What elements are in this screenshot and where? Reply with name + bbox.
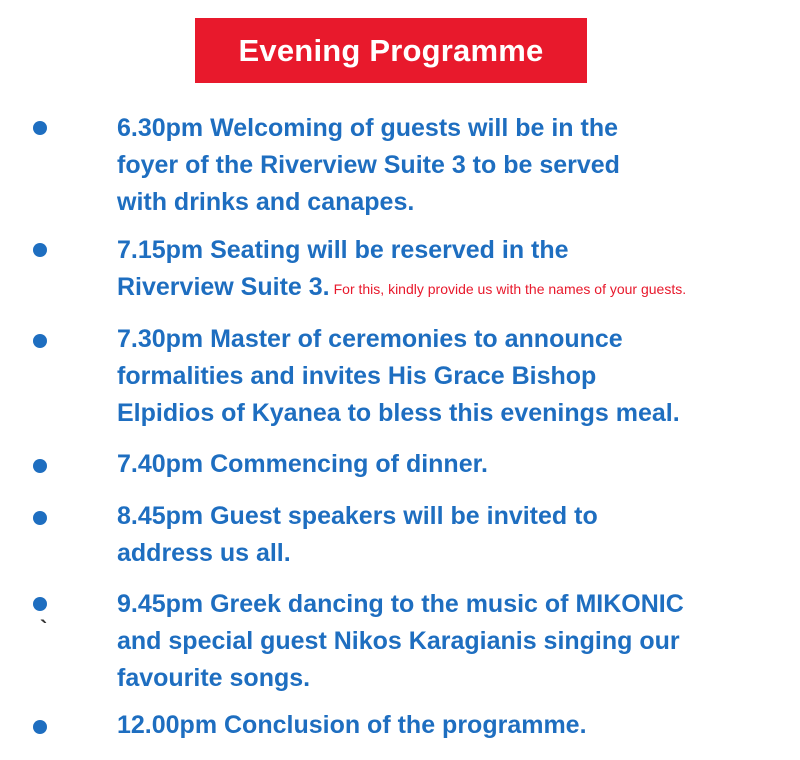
item-line: formalities and invites His Grace Bishop (117, 362, 597, 390)
item-line: with drinks and canapes. (117, 188, 415, 216)
item-line: 7.30pm Master of ceremonies to announce (117, 325, 623, 353)
item-line: favourite songs. (117, 664, 311, 692)
programme-item-3 (117, 321, 792, 432)
programme-item-4 (117, 446, 792, 483)
bullet-icon (33, 720, 47, 734)
bullet-icon (33, 121, 47, 135)
programme-item-5 (117, 498, 792, 572)
programme-item-1 (117, 110, 792, 221)
item-line: 7.15pm Seating will be reserved in the (117, 236, 569, 264)
item-line: 8.45pm Guest speakers will be invited to (117, 502, 598, 530)
item-line: 7.40pm Commencing of dinner. (117, 450, 488, 478)
bullet-icon (33, 459, 47, 473)
stray-backtick: ` (40, 616, 48, 641)
programme-item-2 (117, 232, 792, 308)
item-line: 9.45pm Greek dancing to the music of MIKONIC (117, 590, 684, 618)
item-line: 12.00pm Conclusion of the programme. (117, 711, 587, 739)
item-line: and special guest Nikos Karagianis singing our (117, 627, 680, 655)
bullet-icon (33, 597, 47, 611)
item-line: foyer of the Riverview Suite 3 to be served (117, 151, 620, 179)
bullet-icon (33, 243, 47, 257)
item-line: 6.30pm Welcoming of guests will be in the (117, 114, 619, 142)
item-line: address us all. (117, 539, 291, 567)
guest-names-note: For this, kindly provide us with the names of your guests. (333, 281, 687, 297)
item-line: Elpidios of Kyanea to bless this evenings meal. (117, 399, 680, 427)
bullet-icon (33, 334, 47, 348)
programme-item-6 (117, 586, 792, 697)
item-line: Riverview Suite 3. (117, 273, 330, 301)
programme-title: Evening Programme (195, 18, 587, 83)
bullet-icon (33, 511, 47, 525)
programme-item-7 (117, 707, 792, 744)
